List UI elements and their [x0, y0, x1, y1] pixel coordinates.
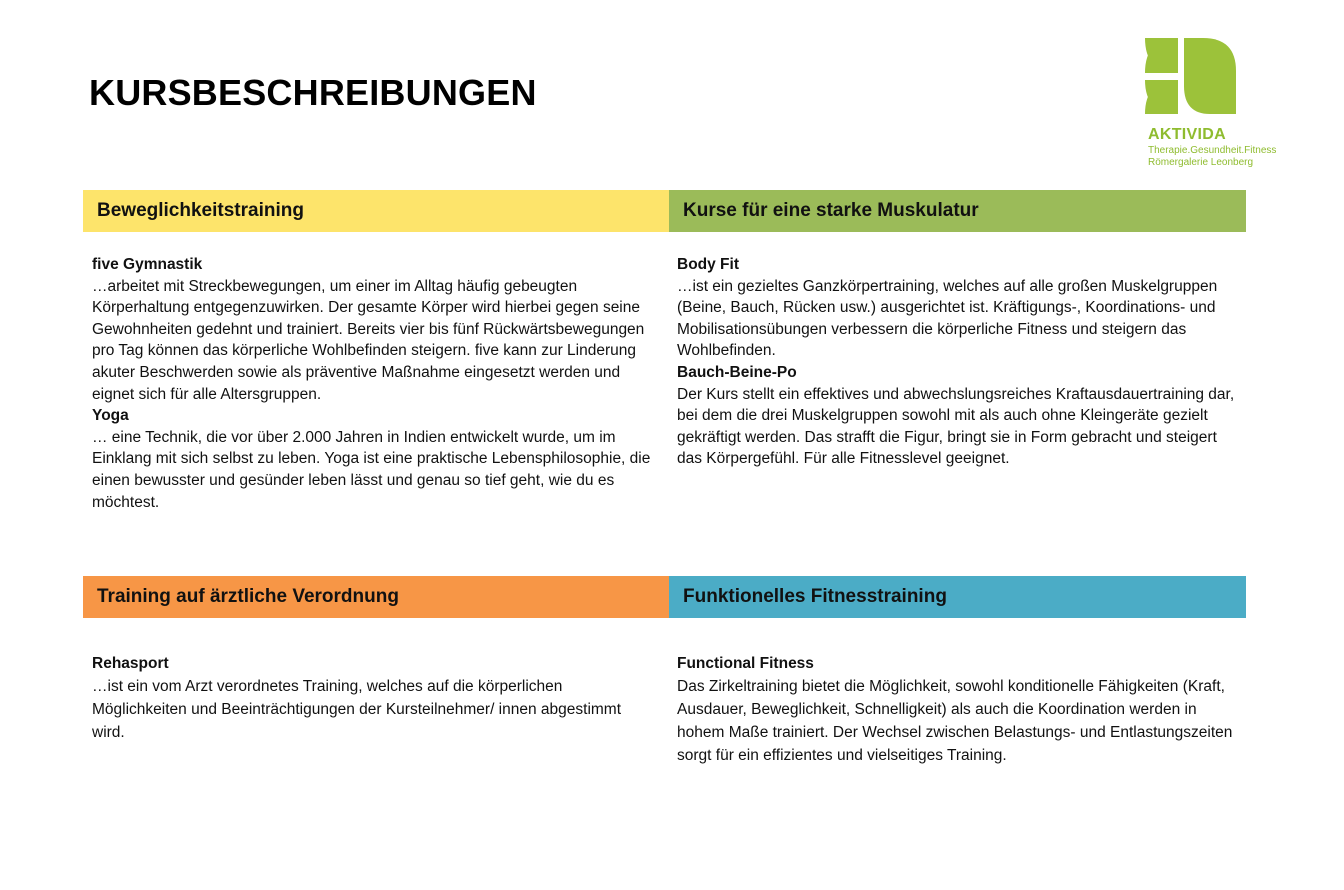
course-name: Yoga	[92, 407, 129, 425]
course-name: Body Fit	[677, 256, 739, 273]
aktivida-logo	[1140, 36, 1320, 168]
course-description: Der Kurs stellt ein effektives und abwechslungsreiches Kraftausdauertraining dar, bei dem die drei Muskelgruppen sowohl mit als auch ohne Kleingeräte gezielt gekräftigt werden. Das strafft die Figur, bringt sie in Form gebracht und steigert das Körpergefühl. Für alle Fitnesslevel geeignet.	[677, 385, 1235, 468]
section-body-beweglichkeit	[92, 254, 657, 513]
logo-location: Römergalerie Leonberg	[1148, 157, 1254, 168]
section-header-funktionell	[669, 576, 1246, 618]
course-description: …ist ein vom Arzt verordnetes Training, welches auf die körperlichen Möglichkeiten und Beeinträchtigungen der Kursteilnehmer/ innen abgestimmt wird.	[92, 678, 622, 741]
section-body-verordnung	[92, 652, 657, 744]
logo-tagline: Therapie.Gesundheit.Fitness	[1148, 145, 1277, 156]
course-description: Das Zirkeltraining bietet die Möglichkeit, sowohl konditionelle Fähigkeiten (Kraft, Ausdauer, Beweglichkeit, Schnelligkeit) als auch die Koordination werden in hohem Maße trainiert. Der Wechsel zwischen Belastungs- und Entlastungszeiten sorgt für ein effizientes und vielseitiges Training.	[677, 678, 1233, 764]
section-body-funktionell	[677, 652, 1242, 767]
section-body-muskulatur	[677, 254, 1242, 470]
section-heading: Kurse für eine starke Muskulatur	[683, 200, 979, 221]
course-description: …arbeitet mit Streckbewegungen, um einer im Alltag häufig gebeugten Körperhaltung entgegenzuwirken. Der gesamte Körper wird hierbei gegen seine Gewohnheiten gedehnt und trainiert. Bereits vier bis fünf Rückwärtsbewegungen pro Tag können das körperliche Wohlbefinden steigern. five kann zur Linderung akuter Beschwerden sowie als präventive Maßnahme eingesetzt werden und eignet sich für alle Altersgruppen.	[92, 277, 645, 403]
course-name: Functional Fitness	[677, 655, 814, 672]
section-heading: Beweglichkeitstraining	[97, 200, 304, 221]
course-name: Bauch-Beine-Po	[677, 363, 797, 381]
section-heading: Funktionelles Fitnesstraining	[683, 586, 947, 607]
page-title: KURSBESCHREIBUNGEN	[89, 72, 537, 113]
course-name: five Gymnastik	[92, 256, 203, 273]
logo-name: AKTIVIDA	[1148, 126, 1226, 143]
course-description: … eine Technik, die vor über 2.000 Jahren in Indien entwickelt wurde, um im Einklang mit sich selbst zu leben. Yoga ist eine praktische Lebensphilosophie, die einen bewusster und gesünder leben lässt und genau so tief geht, wie du es möchtest.	[92, 428, 651, 511]
logo-mark-icon	[1140, 36, 1240, 118]
section-header-beweglichkeit	[83, 190, 669, 232]
section-header-verordnung	[83, 576, 669, 618]
course-description: …ist ein gezieltes Ganzkörpertraining, welches auf alle großen Muskelgruppen (Beine, Bauch, Rücken usw.) ausgerichtet ist. Kräftigungs-, Koordinations- und Mobilisationsübungen verbessern die körperliche Fitness und steigern das Wohlbefinden.	[677, 277, 1218, 360]
section-heading: Training auf ärztliche Verordnung	[97, 586, 399, 607]
course-name: Rehasport	[92, 655, 169, 672]
section-header-muskulatur	[669, 190, 1246, 232]
